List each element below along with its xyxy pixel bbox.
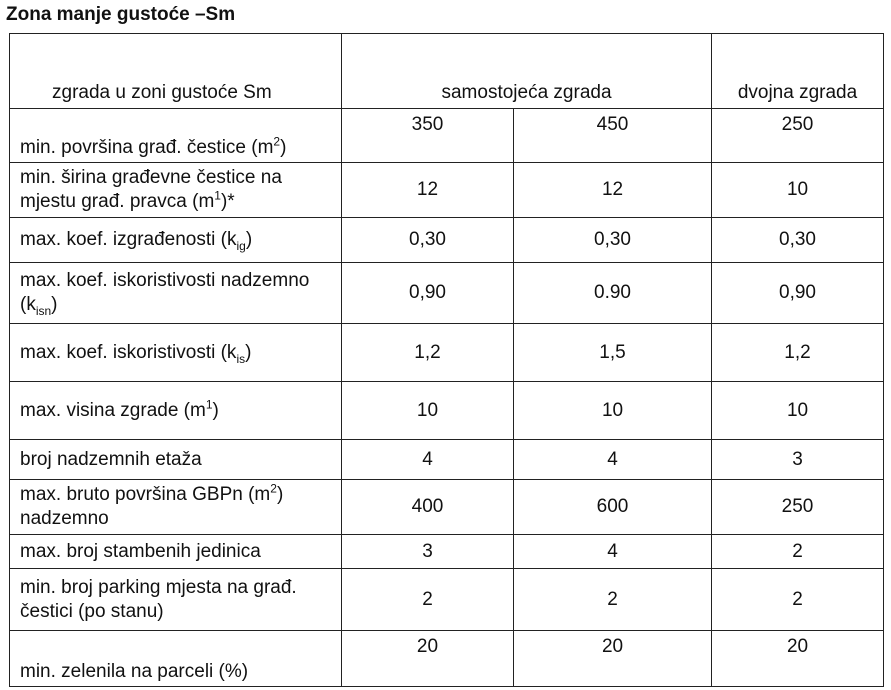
cell-value: 20 [342,631,514,687]
row-label: min. broj parking mjesta na građ. čestici (po stanu) [10,569,342,631]
table-row [10,440,884,480]
cell-value: 20 [514,631,712,687]
header-detached-building: samostojeća zgrada [342,34,712,109]
cell-value: 3 [342,535,514,569]
cell-value: 1,5 [514,324,712,382]
cell-value: 0,30 [712,218,884,263]
table-row [10,382,884,440]
row-label: max. broj stambenih jedinica [10,535,342,569]
cell-value: 3 [712,440,884,480]
table-row [10,263,884,324]
cell-value: 10 [712,382,884,440]
cell-value: 0.90 [514,263,712,324]
row-label: min. površina građ. čestice $(m^2)$ [10,109,342,163]
row-label: broj nadzemnih etaža [10,440,342,480]
table-row [10,324,884,382]
row-label: min. širina građevne čestice na mjestu građ. pravca $(m^1)*$ [10,163,342,218]
cell-value: 1,2 [712,324,884,382]
cell-value: 2 [342,569,514,631]
row-label: max. koef. izgrađenosti $(k_{ig})$ [10,218,342,263]
cell-value: 250 [712,480,884,535]
table-row [10,163,884,218]
row-label: max. bruto površina GBPn $(m^2)$ nadzemno [10,480,342,535]
cell-value: 350 [342,109,514,163]
header-semi-detached-building: dvojna zgrada [712,34,884,109]
regulations-table [9,33,884,687]
table-row [10,569,884,631]
table-row [10,218,884,263]
row-label: max. koef. iskoristivosti $(k_{is})$ [10,324,342,382]
cell-value: 10 [712,163,884,218]
cell-value: 12 [514,163,712,218]
cell-value: 600 [514,480,712,535]
cell-value: 2 [514,569,712,631]
table-row [10,109,884,163]
cell-value: 20 [712,631,884,687]
header-row [10,34,884,109]
cell-value: 0,30 [514,218,712,263]
row-label: max. koef. iskoristivosti nadzemno $(k_{isn})$ [10,263,342,324]
cell-value: 0,30 [342,218,514,263]
cell-value: 2 [712,569,884,631]
cell-value: 2 [712,535,884,569]
cell-value: 12 [342,163,514,218]
cell-value: 250 [712,109,884,163]
table-row [10,480,884,535]
row-label: min. zelenila na parceli (%) [10,631,342,687]
cell-value: 4 [342,440,514,480]
cell-value: 4 [514,535,712,569]
cell-value: 0,90 [712,263,884,324]
cell-value: 4 [514,440,712,480]
table-row [10,535,884,569]
page-title: Zona manje gustoće –Sm [6,4,236,25]
cell-value: 1,2 [342,324,514,382]
cell-value: 10 [514,382,712,440]
header-building-zone: zgrada u zoni gustoće Sm [10,34,342,109]
cell-value: 10 [342,382,514,440]
row-label: max. visina zgrade $(m^1)$ [10,382,342,440]
cell-value: 450 [514,109,712,163]
cell-value: 400 [342,480,514,535]
cell-value: 0,90 [342,263,514,324]
table-row [10,631,884,687]
